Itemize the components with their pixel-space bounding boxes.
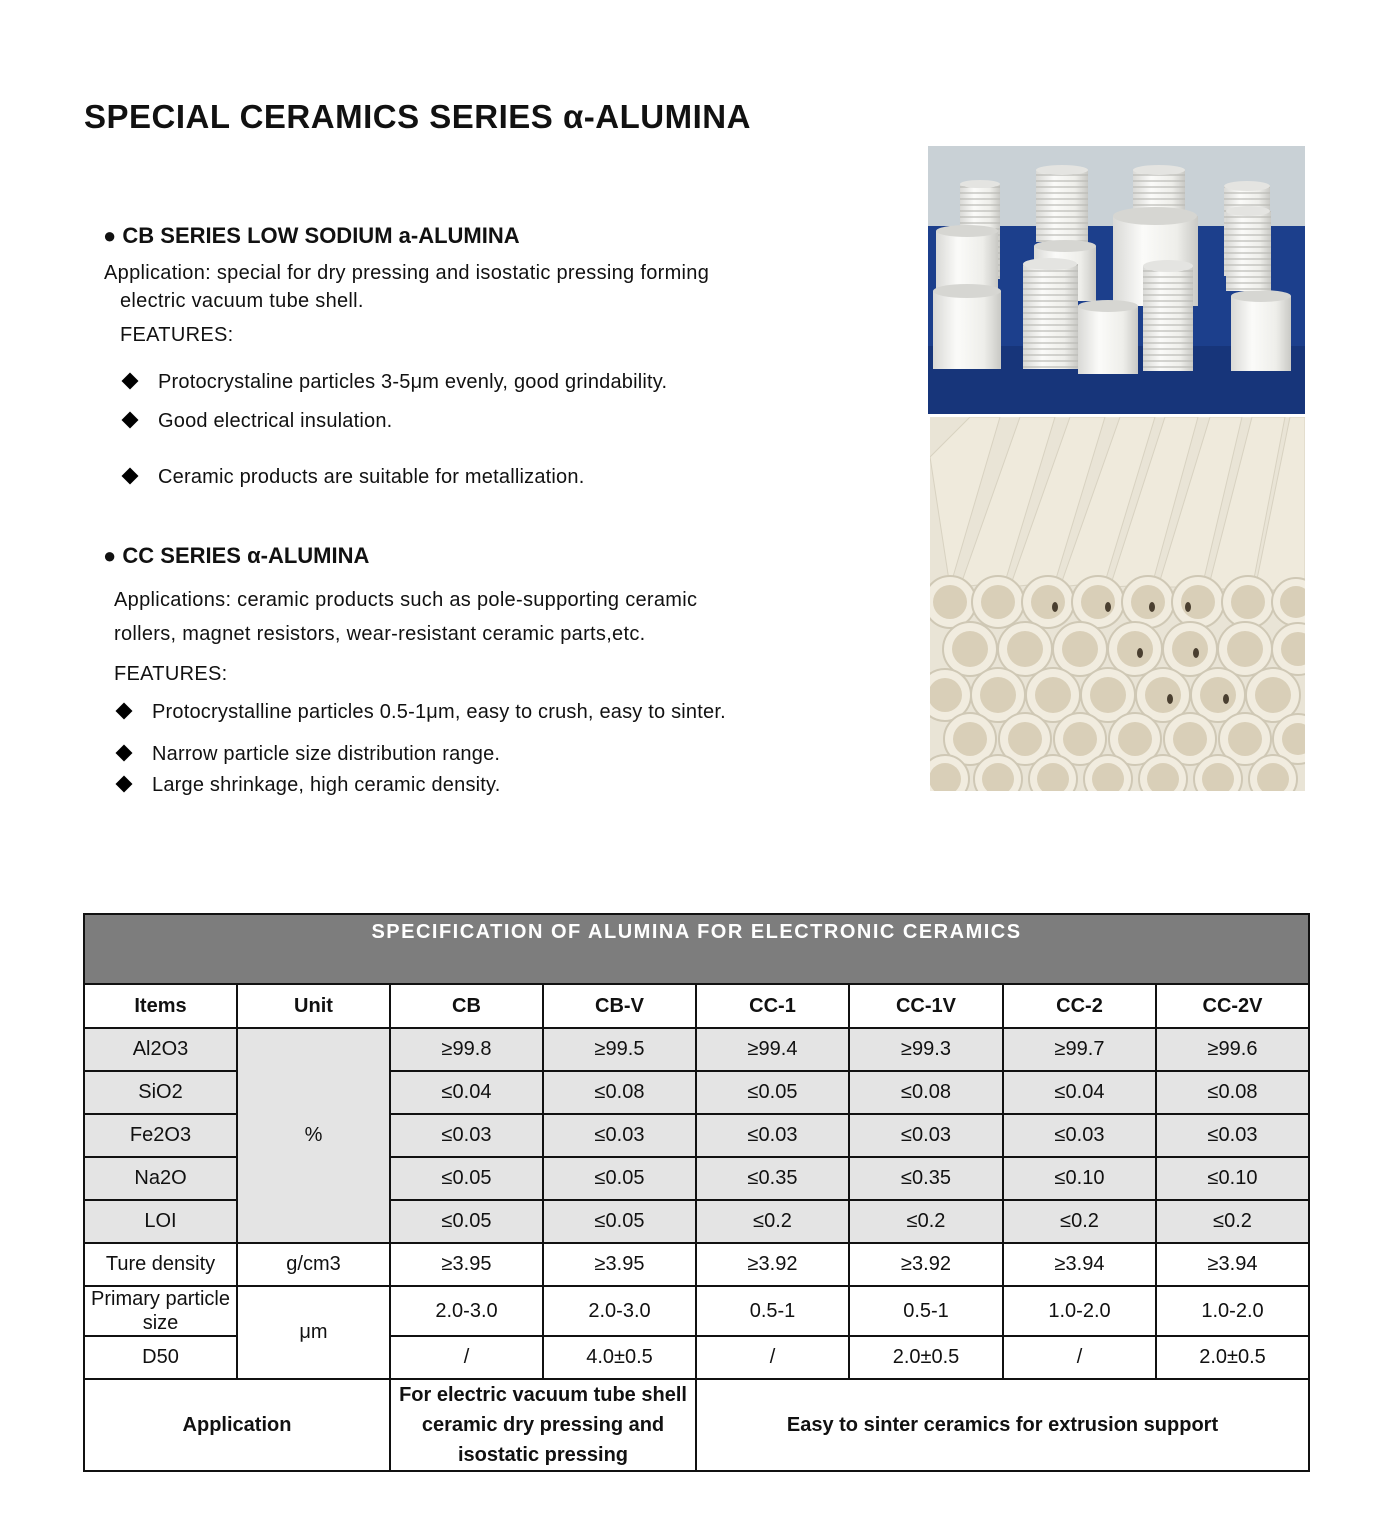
cb-application-line2: electric vacuum tube shell. [120,290,364,312]
table-row [84,1028,1309,1071]
diamond-bullet-icon [116,776,133,793]
cell-value: ≤0.08 [543,1071,696,1114]
cell-value: ≤0.2 [696,1200,849,1243]
header-cb: CB [390,984,543,1028]
application-cb-text: For electric vacuum tube shell ceramic dry pressing and isostatic pressing [390,1379,696,1471]
row-item: Al2O3 [84,1028,237,1071]
cell-value: ≥99.5 [543,1028,696,1071]
unit-density: g/cm3 [237,1243,390,1286]
cell-value: / [390,1336,543,1379]
cc-features-label: FEATURES: [114,663,228,685]
cell-value: 1.0-2.0 [1003,1286,1156,1336]
cc-series-heading: ● CC SERIES α-ALUMINA [103,543,370,568]
cell-value: ≥3.92 [849,1243,1003,1286]
diamond-bullet-icon [122,412,139,429]
header-cc-1: CC-1 [696,984,849,1028]
header-cb-v: CB-V [543,984,696,1028]
cell-value: ≤0.08 [1156,1071,1309,1114]
cell-value: ≤0.03 [1156,1114,1309,1157]
row-item: D50 [84,1336,237,1379]
cb-feature-3: Ceramic products are suitable for metallization. [124,466,584,489]
header-cc-1v: CC-1V [849,984,1003,1028]
cell-value: ≥99.3 [849,1028,1003,1071]
cell-value: / [1003,1336,1156,1379]
cell-value: ≥3.95 [390,1243,543,1286]
row-item: Primary particle size [84,1286,237,1336]
header-items: Items [84,984,237,1028]
ceramic-tube-shells-photo [928,146,1305,414]
cb-features-label: FEATURES: [120,324,234,346]
cell-value: ≤0.2 [849,1200,1003,1243]
cell-value: ≤0.05 [390,1200,543,1243]
cell-value: 0.5-1 [849,1286,1003,1336]
row-item: Na2O [84,1157,237,1200]
header-cc-2: CC-2 [1003,984,1156,1028]
cell-value: ≤0.2 [1003,1200,1156,1243]
cell-value: ≤0.03 [543,1114,696,1157]
cell-value: ≤0.05 [696,1071,849,1114]
cc-feature-3: Large shrinkage, high ceramic density. [118,774,501,797]
cell-value: ≤0.03 [390,1114,543,1157]
spec-table [83,913,1310,1472]
cell-value: ≥99.8 [390,1028,543,1071]
cell-value: 2.0±0.5 [1156,1336,1309,1379]
cell-value: ≤0.03 [1003,1114,1156,1157]
cell-value: ≥3.95 [543,1243,696,1286]
diamond-bullet-icon [116,703,133,720]
cb-feature-1: Protocrystaline particles 3-5μm evenly, good grindability. [124,371,667,394]
cell-value: 1.0-2.0 [1156,1286,1309,1336]
cell-value: ≤0.2 [1156,1200,1309,1243]
cell-value: ≥99.6 [1156,1028,1309,1071]
cell-value: 2.0-3.0 [390,1286,543,1336]
cb-series-heading: ● CB SERIES LOW SODIUM a-ALUMINA [103,223,520,248]
cell-value: ≥99.7 [1003,1028,1156,1071]
cell-value: ≤0.35 [849,1157,1003,1200]
page-title: SPECIAL CERAMICS SERIES α-ALUMINA [84,98,751,135]
cell-value: ≤0.03 [696,1114,849,1157]
cell-value: ≤0.05 [543,1157,696,1200]
cell-value: ≤0.05 [390,1157,543,1200]
cell-value: 2.0±0.5 [849,1336,1003,1379]
row-item: LOI [84,1200,237,1243]
header-unit: Unit [237,984,390,1028]
row-item: SiO2 [84,1071,237,1114]
cell-value: ≤0.04 [390,1071,543,1114]
cell-value: ≥3.92 [696,1243,849,1286]
unit-micron: μm [237,1286,390,1379]
cc-application-line2: rollers, magnet resistors, wear-resistant ceramic parts,etc. [114,623,646,645]
diamond-bullet-icon [122,468,139,485]
cell-value: 4.0±0.5 [543,1336,696,1379]
cell-value: ≥99.4 [696,1028,849,1071]
cell-value: ≤0.05 [543,1200,696,1243]
application-label: Application [84,1379,390,1471]
header-cc-2v: CC-2V [1156,984,1309,1028]
cell-value: 2.0-3.0 [543,1286,696,1336]
cell-value: ≤0.04 [1003,1071,1156,1114]
application-row [84,1379,1309,1471]
cb-feature-2: Good electrical insulation. [124,410,392,433]
ceramic-rollers-photo [930,417,1305,791]
row-item: Ture density [84,1243,237,1286]
cc-application-line1: Applications: ceramic products such as pole-supporting ceramic [114,589,698,611]
diamond-bullet-icon [116,745,133,762]
table-header-row [84,984,1309,1028]
cc-feature-1: Protocrystalline particles 0.5-1μm, easy to crush, easy to sinter. [118,701,726,724]
cell-value: ≥3.94 [1156,1243,1309,1286]
cell-value: ≤0.35 [696,1157,849,1200]
cc-feature-2: Narrow particle size distribution range. [118,743,500,766]
unit-percent: % [237,1028,390,1243]
table-title: SPECIFICATION OF ALUMINA FOR ELECTRONIC CERAMICS [84,914,1309,984]
cell-value: ≤0.08 [849,1071,1003,1114]
application-cc-text: Easy to sinter ceramics for extrusion support [696,1379,1309,1471]
cell-value: ≤0.10 [1156,1157,1309,1200]
diamond-bullet-icon [122,373,139,390]
cb-application-line1: Application: special for dry pressing and isostatic pressing forming [104,262,710,284]
cell-value: ≤0.03 [849,1114,1003,1157]
cell-value: / [696,1336,849,1379]
table-row [84,1286,1309,1336]
table-row [84,1243,1309,1286]
cell-value: ≥3.94 [1003,1243,1156,1286]
cell-value: ≤0.10 [1003,1157,1156,1200]
row-item: Fe2O3 [84,1114,237,1157]
cell-value: 0.5-1 [696,1286,849,1336]
